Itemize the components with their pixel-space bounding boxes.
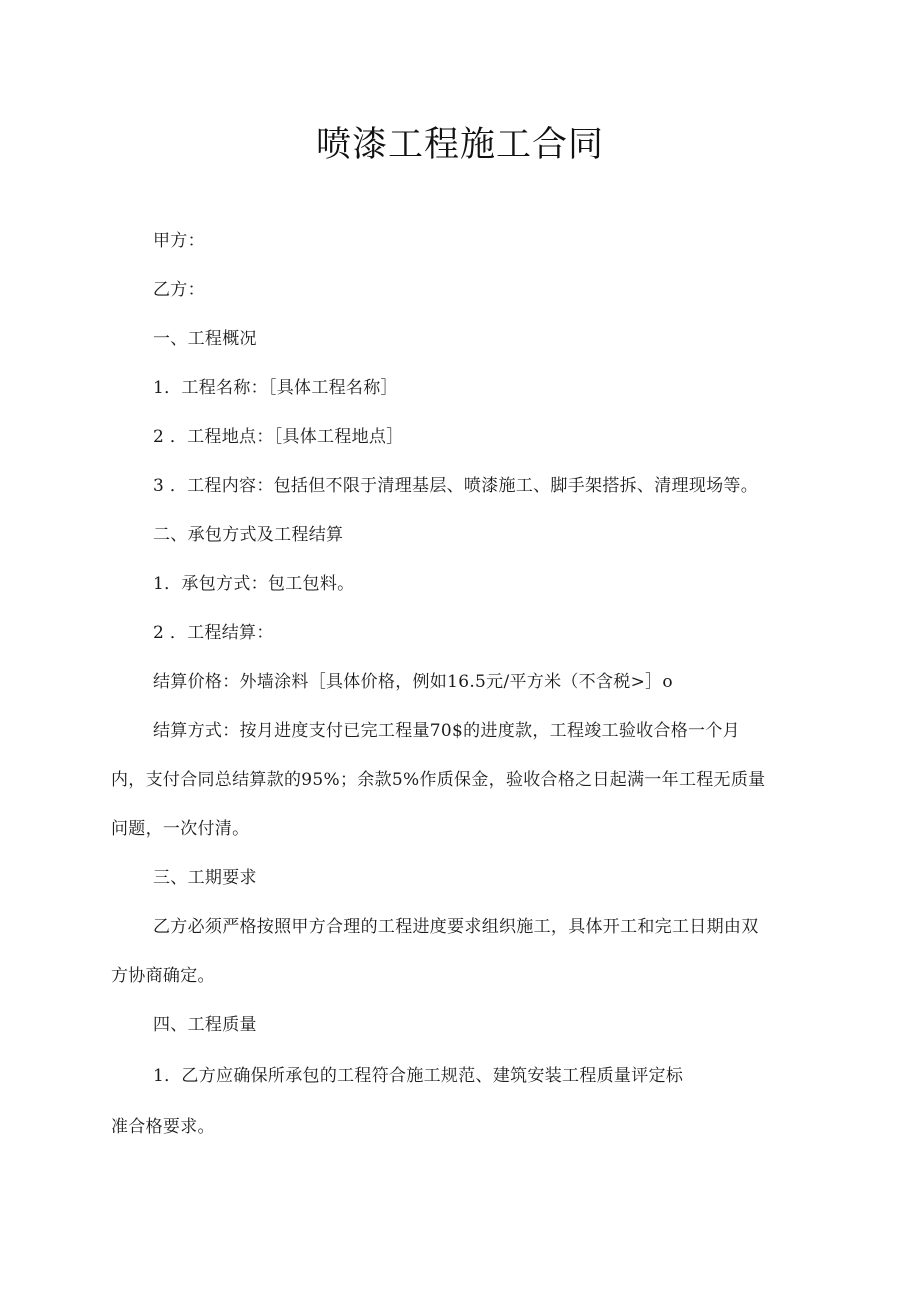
settlement-method-line-1: 结算方式：按月进度支付已完工程量70$的进度款，工程竣工验收合格一个月 <box>153 721 740 741</box>
schedule-line-1: 乙方必须严格按照甲方合理的工程进度要求组织施工，具体开工和完工日期由双 <box>153 917 759 937</box>
section-4-heading: 四、工程质量 <box>153 1015 257 1035</box>
section-2-heading: 二、承包方式及工程结算 <box>153 525 344 545</box>
section-1-item-1: 1．工程名称：［具体工程名称］ <box>153 378 398 398</box>
quality-line-1: 1．乙方应确保所承包的工程符合施工规范、建筑安装工程质量评定标 <box>153 1066 684 1086</box>
party-a-label: 甲方： <box>153 231 205 251</box>
section-2-item-2: 2 ．工程结算： <box>153 623 274 643</box>
party-b-label: 乙方： <box>153 280 205 300</box>
settlement-method-line-2: 内，支付合同总结算款的95%；余款5%作质保金，验收合格之日起满一年工程无质量 <box>111 770 766 790</box>
settlement-price: 结算价格：外墙涂料［具体价格，例如16.5元/平方米（不含税>］o <box>153 672 673 692</box>
schedule-line-2: 方协商确定。 <box>111 966 215 986</box>
section-3-heading: 三、工期要求 <box>153 868 257 888</box>
quality-line-2: 准合格要求。 <box>111 1117 215 1137</box>
document-title: 喷漆工程施工合同 <box>315 125 604 165</box>
section-2-item-1: 1．承包方式：包工包料。 <box>153 574 355 594</box>
section-1-item-3: 3 ．工程内容：包括但不限于清理基层、喷漆施工、脚手架搭拆、清理现场等。 <box>153 476 759 496</box>
section-1-heading: 一、工程概况 <box>153 329 257 349</box>
settlement-method-line-3: 问题，一次付清。 <box>111 819 250 839</box>
section-1-item-2: 2 ．工程地点：［具体工程地点］ <box>153 427 404 447</box>
